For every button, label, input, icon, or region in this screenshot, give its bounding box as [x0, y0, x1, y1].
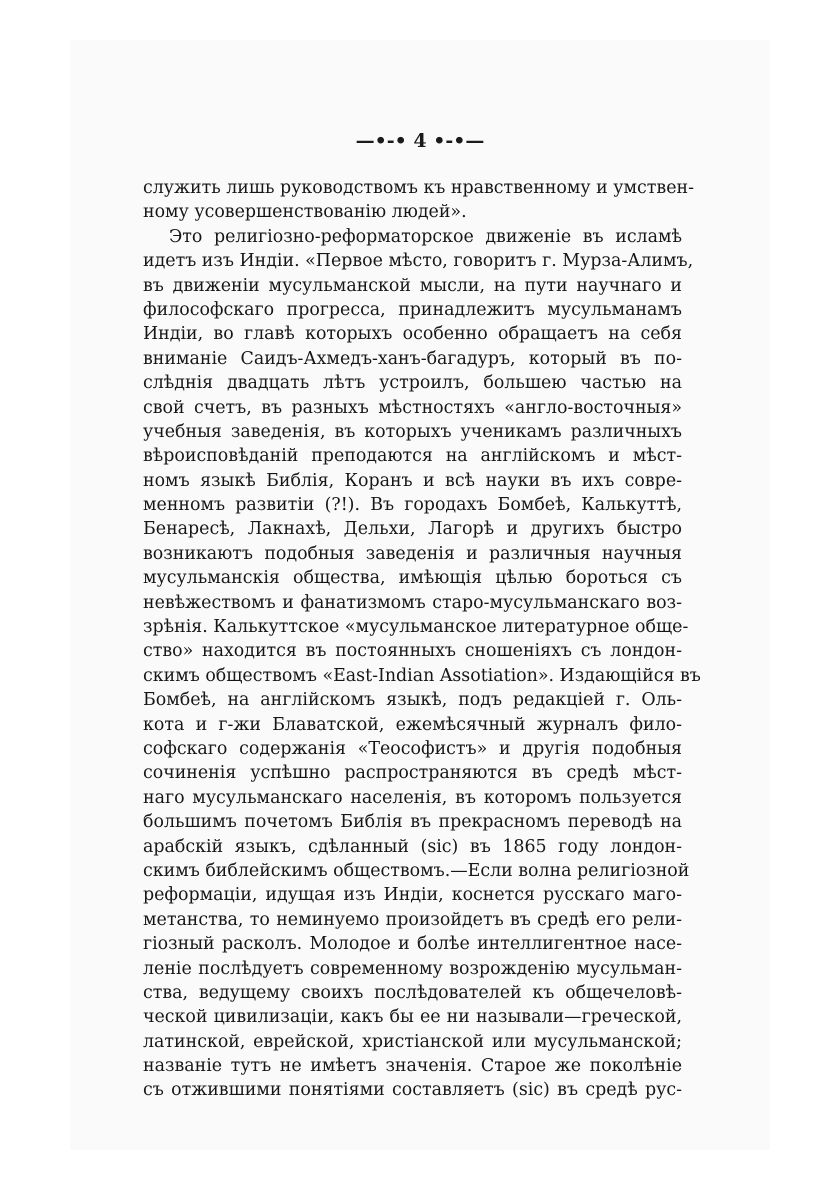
text-line: арабскій языкъ, сдѣланный (sic) въ 1865 году лондон- [143, 836, 682, 857]
text-line: гіозный расколъ. Молодое и болѣе интеллигентное насе- [143, 934, 682, 955]
text-line: скимъ библейскимъ обществомъ.—Если волна религіозной [143, 860, 690, 881]
text-line: большимъ почетомъ Библія въ прекрасномъ переводѣ на [143, 812, 682, 833]
text-line: идетъ изъ Индіи. «Первое мѣсто, говоритъ г. Мурза-Алимъ, [143, 251, 694, 272]
text-line: леніе послѣдуетъ современному возрожденію мусульман- [143, 958, 682, 979]
text-line: зрѣнія. Калькуттское «мусульманское литературное обще- [143, 617, 689, 638]
text-line: слѣднія двадцать лѣтъ устроилъ, большею частью на [143, 373, 682, 394]
text-line: вниманіе Саидъ-Ахмедъ-ханъ-багадуръ, который въ по- [143, 348, 682, 369]
text-line: Бенаресѣ, Лакнахѣ, Дельхи, Лагорѣ и другихъ быстро [143, 519, 682, 540]
text-line: ному усовершенствованію людей». [143, 202, 467, 223]
body-text [143, 176, 701, 1103]
text-line: возникаютъ подобныя заведенія и различныя научныя [143, 543, 682, 564]
text-line: номъ языкѣ Библія, Коранъ и всѣ науки въ ихъ совре- [143, 470, 682, 491]
text-line: учебныя заведенія, въ которыхъ ученикамъ различныхъ [143, 421, 682, 442]
page-number-header: —•-• 4 •-•— [355, 130, 485, 152]
text-line: наго мусульманскаго населенія, въ которомъ пользуется [143, 787, 682, 808]
text-line: ства, ведущему своихъ послѣдователей къ общечеловѣ- [143, 982, 682, 1003]
text-line: мусульманскія общества, имѣющія цѣлью бороться съ [143, 568, 682, 589]
text-line: софскаго содержанія «Теософистъ» и другія подобныя [143, 738, 682, 759]
text-line: метанства, то неминуемо произойдетъ въ средѣ его рели- [143, 909, 682, 930]
text-line: Индіи, во главѣ которыхъ особенно обращаетъ на себя [143, 324, 682, 345]
text-line: въ движеніи мусульманской мысли, на пути научнаго и [143, 275, 682, 296]
text-line: кота и г-жи Блаватской, ежемѣсячный журналъ фило- [143, 714, 682, 735]
text-line: невѣжествомъ и фанатизмомъ старо-мусульманскаго воз- [143, 592, 682, 613]
text-line: Это религіозно-реформаторское движеніе въ исламѣ [169, 226, 682, 247]
text-line: служить лишь руководствомъ къ нравственному и умствен- [143, 178, 694, 198]
text-line: реформаціи, идущая изъ Индіи, коснется русскаго маго- [143, 885, 682, 906]
text-line: сочиненія успѣшно распространяются въ средѣ мѣст- [143, 763, 682, 784]
text-line: менномъ развитіи (?!). Въ городахъ Бомбеѣ, Калькуттѣ, [143, 495, 682, 516]
text-line: свой счетъ, въ разныхъ мѣстностяхъ «англо-восточныя» [143, 397, 682, 418]
text-line: съ отжившими понятіями составляетъ (sic) въ средѣ рус- [143, 1080, 682, 1101]
text-line: латинской, еврейской, христіанской или мусульманской; [143, 1031, 682, 1052]
text-line: Бомбеѣ, на англійскомъ языкѣ, подъ редакціей г. Оль- [143, 690, 682, 711]
text-line: вѣроисповѣданій преподаются на англійскомъ и мѣст- [143, 446, 682, 467]
text-line: ство» находится въ постоянныхъ сношеніяхъ съ лондон- [143, 641, 682, 662]
text-line: философскаго прогресса, принадлежитъ мусульманамъ [143, 299, 682, 320]
text-line: названіе тутъ не имѣетъ значенія. Старое же поколѣніе [143, 1056, 682, 1077]
text-line: скимъ обществомъ «East-Indian Assotiation». Издающійся въ [143, 665, 701, 686]
text-line: ческой цивилизаціи, какъ бы ее ни называли—греческой, [143, 1007, 682, 1028]
